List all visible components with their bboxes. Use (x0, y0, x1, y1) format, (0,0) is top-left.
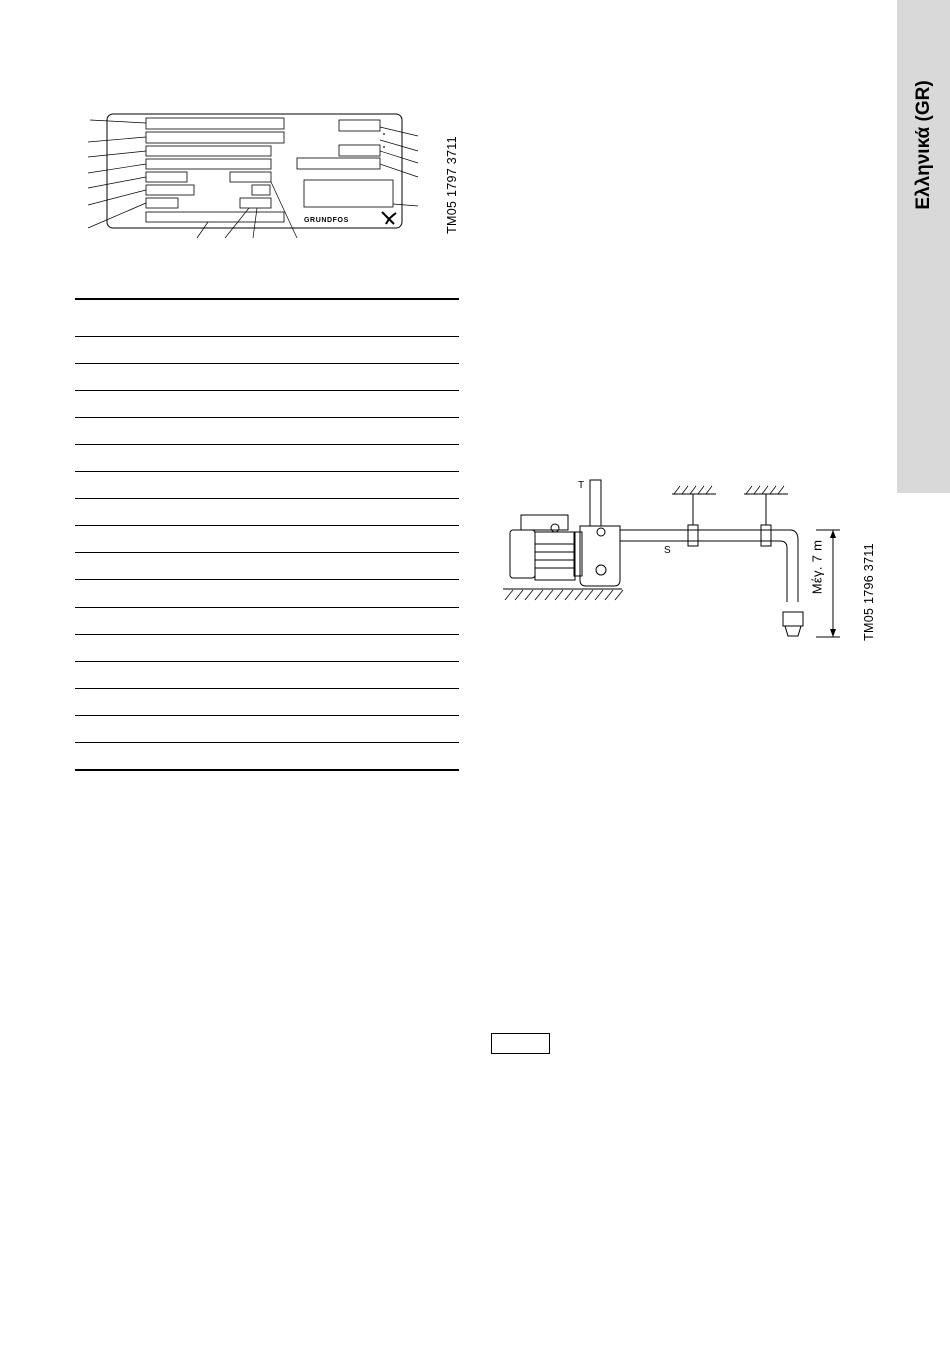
language-side-tab (897, 0, 950, 493)
grundfos-logo-text: GRUNDFOS (304, 217, 349, 224)
table-row-rule (75, 661, 459, 662)
table-row-rule (75, 525, 459, 526)
table-row-rule (75, 417, 459, 418)
note-box (491, 1033, 550, 1054)
table-row-rule (75, 363, 459, 364)
table (75, 298, 459, 774)
table-row-rule (75, 579, 459, 580)
table-row-rule (75, 552, 459, 553)
pump-installation-diagram (495, 470, 845, 650)
max-depth-label: Μέγ. 7 m (809, 539, 825, 595)
discharge-label: T (578, 480, 585, 491)
suction-label: S (664, 545, 671, 556)
table-row-rule (75, 390, 459, 391)
table-row-rule (75, 715, 459, 716)
table-row-rule (75, 336, 459, 337)
table-row-rule (75, 634, 459, 635)
installation-figure-code: TM05 1796 3711 (862, 543, 876, 641)
table-bottom-rule (75, 769, 459, 771)
grundfos-logo-icon (382, 212, 396, 224)
table-row-rule (75, 498, 459, 499)
language-tab-label: Ελληνικά (GR) (913, 80, 934, 210)
table-row-rule (75, 688, 459, 689)
table-row-rule (75, 742, 459, 743)
table-row-rule (75, 471, 459, 472)
table-top-rule (75, 298, 459, 300)
table-row-rule (75, 444, 459, 445)
table-row-rule (75, 607, 459, 608)
nameplate-diagram (80, 105, 430, 245)
nameplate-figure-code: TM05 1797 3711 (445, 136, 459, 234)
